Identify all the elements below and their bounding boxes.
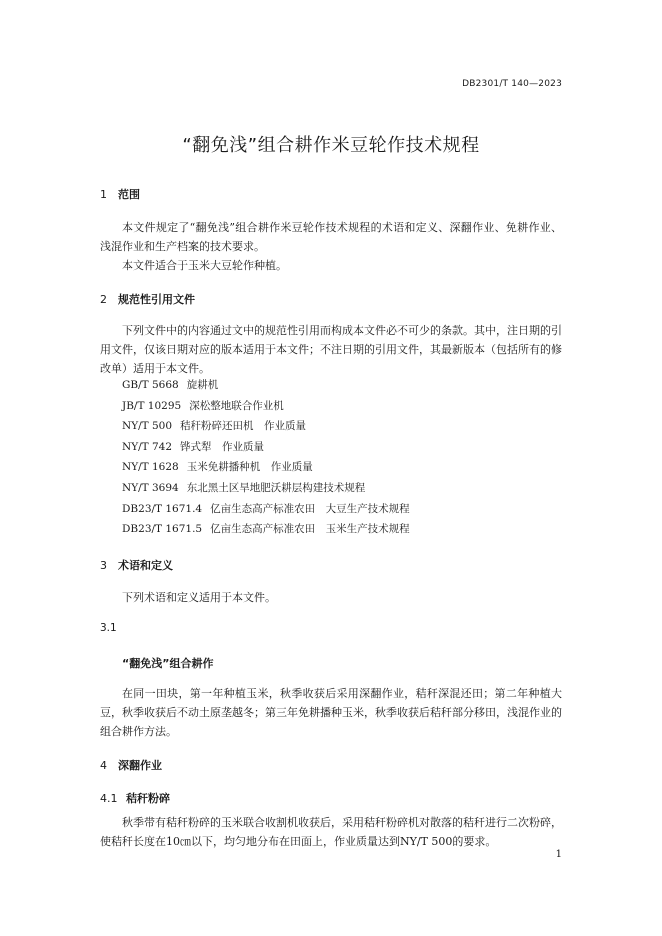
reference-name: 东北黑土区旱地肥沃耕层构建技术规程 bbox=[186, 481, 366, 494]
paragraph: 下列文件中的内容通过文中的规范性引用而构成本文件必不可少的条款。其中，注日期的引用文件，仅该日期对应的版本适用于本文件；不注日期的引用文件，其最新版本（包括所有的修改单）适用于本文件。 bbox=[100, 324, 562, 375]
paragraph: 下列术语和定义适用于本文件。 bbox=[122, 591, 276, 604]
subsection-title: 秸秆粉碎 bbox=[126, 792, 170, 805]
reference-item bbox=[122, 478, 410, 499]
reference-item bbox=[122, 416, 410, 437]
page-number: 1 bbox=[555, 849, 562, 860]
reference-code: DB23/T 1671.4 bbox=[122, 502, 203, 515]
section-number: 1 bbox=[100, 188, 107, 201]
reference-name: 亿亩生态高产标准农田 大豆生产技术规程 bbox=[210, 502, 410, 515]
reference-name: 铧式犁 作业质量 bbox=[180, 440, 265, 453]
reference-code: GB/T 5668 bbox=[122, 379, 179, 391]
reference-name: 玉米免耕播种机 作业质量 bbox=[186, 461, 313, 474]
reference-name: 旋耕机 bbox=[186, 379, 219, 391]
section-4-heading bbox=[100, 757, 162, 773]
term-number: 3.1 bbox=[100, 622, 117, 634]
section-number: 4 bbox=[100, 759, 107, 772]
reference-item bbox=[122, 499, 410, 520]
reference-item bbox=[122, 457, 410, 478]
term-definition bbox=[100, 684, 562, 741]
reference-name: 秸秆粉碎还田机 作业质量 bbox=[180, 420, 307, 433]
section-title: 深翻作业 bbox=[118, 759, 162, 772]
reference-name: 亿亩生态高产标准农田 玉米生产技术规程 bbox=[210, 523, 410, 536]
reference-item bbox=[122, 396, 410, 417]
section-title: 术语和定义 bbox=[118, 559, 173, 572]
section-title: 范围 bbox=[118, 188, 140, 201]
reference-code: NY/T 3694 bbox=[122, 481, 179, 494]
reference-code: DB23/T 1671.5 bbox=[122, 523, 203, 536]
reference-code: NY/T 742 bbox=[122, 440, 173, 453]
reference-name: 深松整地联合作业机 bbox=[189, 399, 284, 412]
paragraph: 本文件适合于玉米大豆轮作种植。 bbox=[122, 259, 287, 272]
reference-code: NY/T 1628 bbox=[122, 461, 179, 474]
section-number: 3 bbox=[100, 559, 107, 572]
reference-item bbox=[122, 437, 410, 458]
section-2-heading bbox=[100, 291, 195, 307]
section-2-body bbox=[100, 321, 562, 378]
reference-code: JB/T 10295 bbox=[122, 399, 182, 412]
paragraph: 本文件规定了“翻免浅”组合耕作米豆轮作技术规程的术语和定义、深翻作业、免耕作业、浅混作业和生产档案的技术要求。 bbox=[100, 221, 562, 253]
reference-item bbox=[122, 375, 410, 396]
section-title: 规范性引用文件 bbox=[118, 293, 195, 306]
term-name: “翻免浅”组合耕作 bbox=[122, 657, 214, 670]
reference-code: NY/T 500 bbox=[122, 420, 173, 433]
paragraph: 秋季带有秸秆粉碎的玉米联合收割机收获后，采用秸秆粉碎机对散落的秸秆进行二次粉碎，使秸秆长度在10㎝以下，均匀地分布在田面上，作业质量达到NY/T 500的要求。 bbox=[100, 816, 562, 848]
normative-reference-list bbox=[122, 375, 410, 540]
reference-item bbox=[122, 519, 410, 540]
page-title: “翻免浅”组合耕作米豆轮作技术规程 bbox=[182, 135, 480, 156]
section-1-body bbox=[100, 218, 562, 275]
document-code: DB2301/T 140—2023 bbox=[462, 79, 562, 89]
section-1-heading bbox=[100, 186, 140, 202]
subsection-4-1-heading bbox=[100, 790, 170, 806]
subsection-4-1-body bbox=[100, 813, 562, 851]
subsection-number: 4.1 bbox=[100, 792, 118, 805]
section-3-body bbox=[100, 588, 562, 607]
paragraph: 在同一田块，第一年种植玉米，秋季收获后采用深翻作业，秸秆深混还田；第二年种植大豆，秋季收获后不动土原垄越冬；第三年免耕播种玉米，秋季收获后秸秆部分移田，浅混作业的组合耕作方法。 bbox=[100, 687, 562, 738]
section-3-heading bbox=[100, 557, 173, 573]
section-number: 2 bbox=[100, 293, 107, 306]
